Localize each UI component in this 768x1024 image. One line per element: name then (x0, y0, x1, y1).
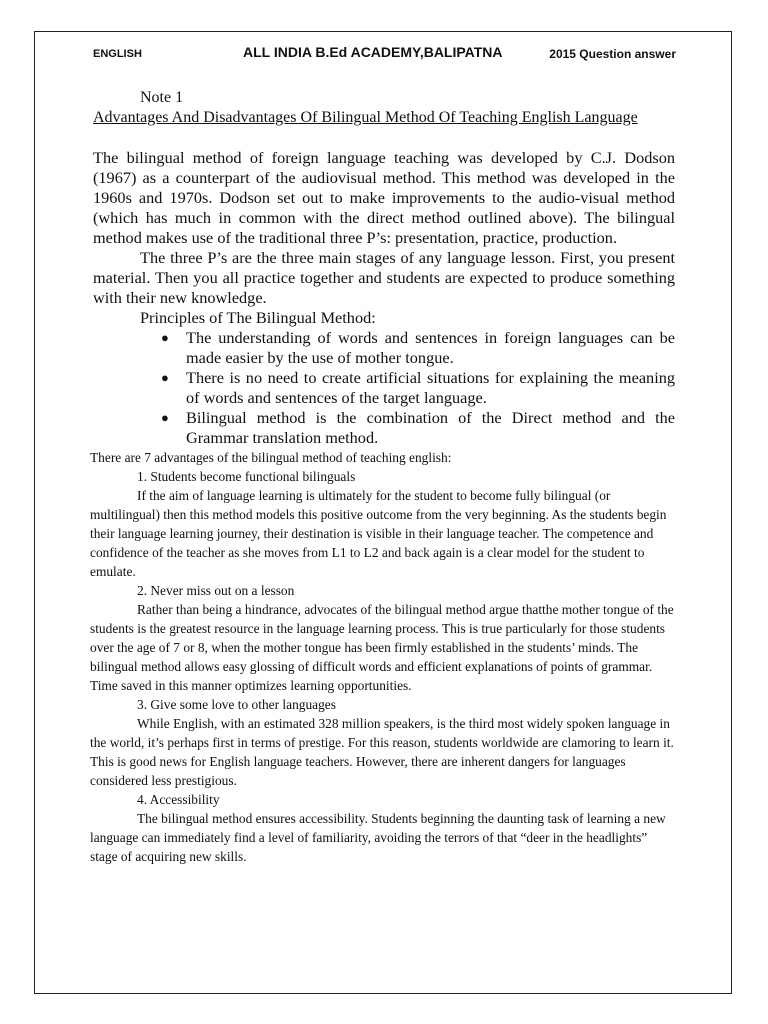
advantages-section (90, 448, 675, 866)
advantage-heading: 1. Students become functional bilinguals (137, 469, 356, 484)
intro-paragraph: The bilingual method of foreign language teaching was developed by C.J. Dodson (1967) as a counterpart of the audiovisual method. This method was developed in the 1960s and 1970s. Dodson set out to make improvements to the audio-visual method (which has much in common with the direct method outlined above). The bilingual method makes use of the traditional three P’s: presentation, practice, production. (93, 148, 675, 247)
three-ps-paragraph: The three P’s are the three main stages of any language lesson. First, you present material. Then you all practice together and students are expected to produce something with their new knowledge. (93, 248, 675, 307)
header-year-label: 2015 Question answer (549, 47, 676, 61)
list-item (161, 328, 675, 368)
advantage-heading: 3. Give some love to other languages (137, 697, 336, 712)
header-subject: ENGLISH (93, 48, 142, 60)
principles-heading: Principles of The Bilingual Method: (140, 308, 376, 327)
page-header (93, 44, 676, 66)
list-item (161, 368, 675, 408)
principles-list (93, 328, 675, 448)
bullet-icon: ● (161, 330, 169, 345)
header-academy: ALL INDIA B.Ed ACADEMY,BALIPATNA (243, 44, 503, 60)
principle-text: There is no need to create artificial situations for explaining the meaning of words and sentences of the target language. (186, 368, 675, 407)
list-item (161, 408, 675, 448)
advantage-body: The bilingual method ensures accessibility. Students beginning the daunting task of learning a new language can immediately find a level of familiarity, avoiding the terrors of that “deer in the headlights” stage of acquiring new skills. (90, 811, 666, 864)
principle-text: The understanding of words and sentences in foreign languages can be made easier by the use of mother tongue. (186, 328, 675, 367)
advantage-body: While English, with an estimated 328 million speakers, is the third most widely spoken language in the world, it’s perhaps first in terms of prestige. For this reason, students worldwide are clamoring to learn it. This is good news for English language teachers. However, there are inherent dangers for languages considered less prestigious. (90, 716, 674, 788)
advantage-body: Rather than being a hindrance, advocates of the bilingual method argue thatthe mother tongue of the students is the greatest resource in the language learning process. This is true particularly for those students over the age of 7 or 8, when the mother tongue has been firmly established in the students’ minds. The bilingual method allows easy glossing of difficult words and efficient explanations of points of grammar. Time saved in this manner optimizes learning opportunities. (90, 602, 674, 693)
principle-text: Bilingual method is the combination of the Direct method and the Grammar translation method. (186, 408, 675, 447)
bullet-icon: ● (161, 410, 169, 425)
advantage-heading: 4. Accessibility (137, 792, 220, 807)
advantages-intro: There are 7 advantages of the bilingual method of teaching english: (90, 450, 452, 465)
advantage-heading: 2. Never miss out on a lesson (137, 583, 295, 598)
document-title: Advantages And Disadvantages Of Bilingual Method Of Teaching English Language (93, 109, 638, 126)
bullet-icon: ● (161, 370, 169, 385)
document-body (90, 88, 675, 866)
note-label: Note 1 (140, 89, 184, 106)
advantage-body: If the aim of language learning is ultimately for the student to become fully bilingual (or multilingual) then this method models this positive outcome from the very beginning. As the students begin their language learning journey, their destination is visible in their language teacher. The competence and confidence of the teacher as she moves from L1 to L2 and back again is a clear model for the student to emulate. (90, 488, 667, 579)
